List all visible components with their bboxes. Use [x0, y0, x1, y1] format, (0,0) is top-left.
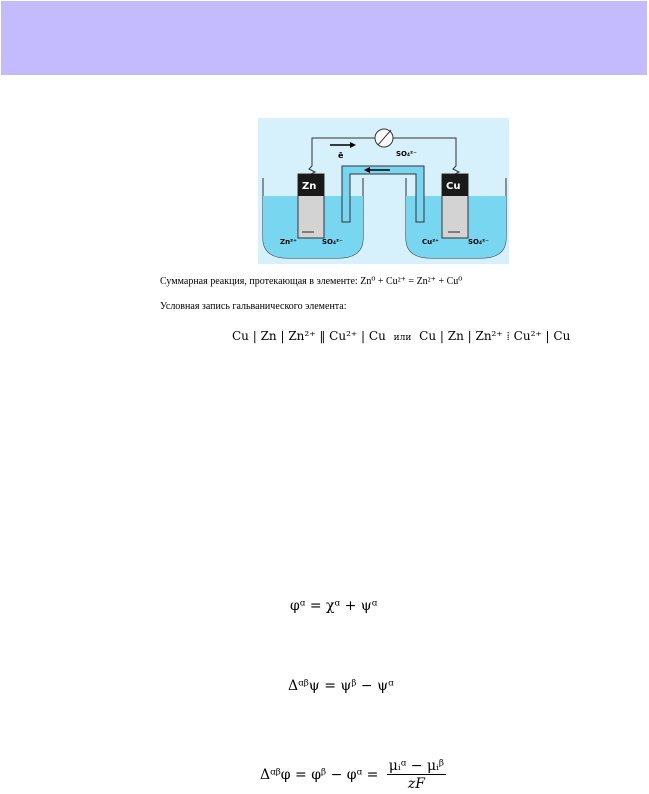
reaction-line: [160, 276, 462, 287]
left-ion-1: Zn²⁺: [280, 238, 297, 246]
eq3-numerator: μᵢᵅ − μᵢᵝ: [388, 758, 444, 774]
electrode-left-label: Zn: [302, 181, 317, 192]
equation-volta-potential: Δᵅᵝψ = ψᵝ − ψᵅ: [288, 678, 394, 694]
right-ion-1: Cu²⁺: [422, 238, 439, 246]
notation-intro: Условная запись гальванического элемента:: [160, 301, 347, 312]
eq3-fraction: [387, 758, 446, 792]
right-ion-2: SO₄²⁻: [468, 238, 489, 246]
left-ion-2: SO₄²⁻: [322, 238, 343, 246]
electron-label: ē: [338, 151, 344, 160]
equation-potential-difference: [260, 758, 446, 792]
eq3-lhs: Δᵅᵝφ = φᵝ − φᵅ =: [260, 767, 379, 783]
cell-notation: [232, 329, 570, 344]
bridge-label: SO₄²⁻: [396, 150, 417, 158]
electrode-right-label: Cu: [446, 181, 461, 192]
notation-connector: или: [393, 333, 412, 343]
notation-left: Cu | Zn | Zn²⁺ ‖ Cu²⁺ | Cu: [232, 329, 386, 343]
reaction-prefix: Суммарная реакция, протекающая в элементе:: [160, 276, 358, 287]
eq3-denominator: zF: [407, 776, 425, 792]
header-band: [1, 1, 647, 75]
equation-galvani-potential: φᵅ = χᵅ + ψᵅ: [290, 598, 378, 614]
reaction-rhs: Zn²⁺ + Cu⁰: [416, 276, 463, 287]
galvanic-cell-diagram: [258, 118, 509, 264]
notation-right: Cu | Zn | Zn²⁺ ⁞ Cu²⁺ | Cu: [419, 329, 571, 343]
reaction-lhs: Zn⁰ + Cu²⁺ =: [360, 276, 415, 287]
